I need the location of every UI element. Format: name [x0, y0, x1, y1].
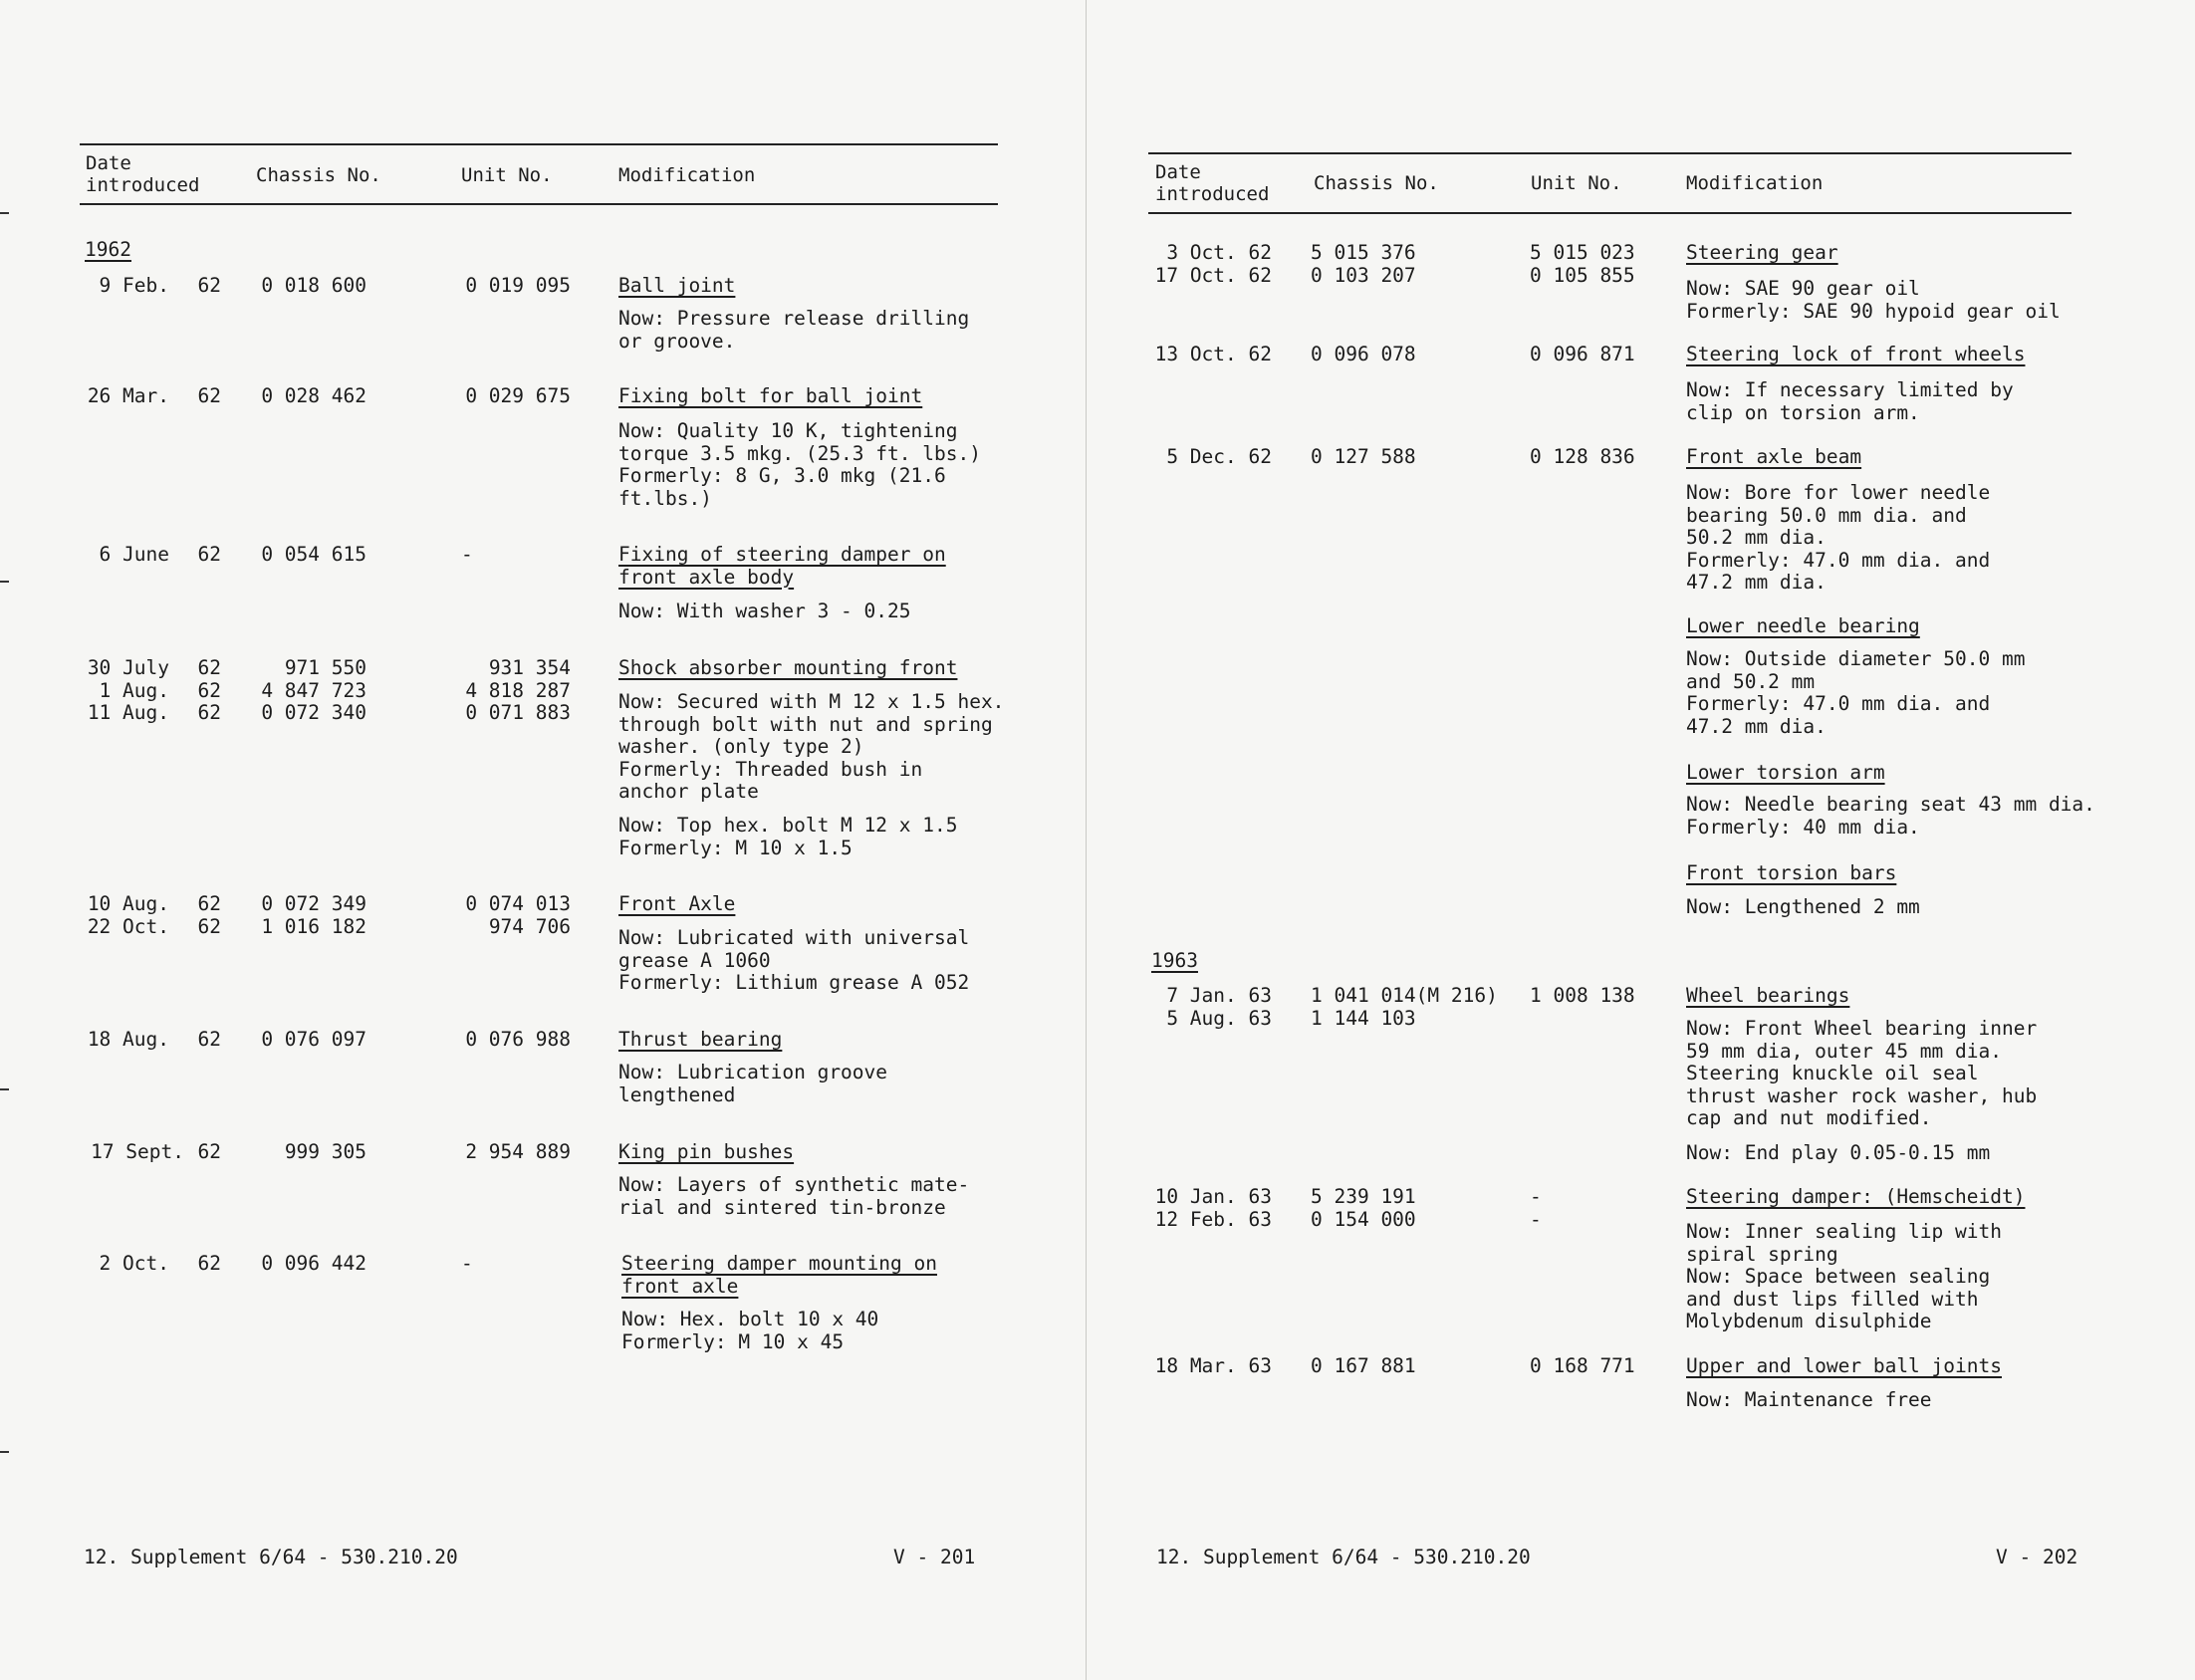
unit-no: 931 354 4 818 287 0 071 883: [465, 656, 571, 724]
unit-no: 0 168 771: [1530, 1354, 1635, 1377]
page-left: [0, 0, 1086, 1680]
chassis-no: 0 076 097: [261, 1028, 366, 1051]
chassis-no: 1 041 014(M 216) 1 144 103: [1311, 984, 1498, 1030]
date: 18 Aug.: [87, 1028, 169, 1051]
modification-text: Now: Front Wheel bearing inner 59 mm dia, outer 45 mm dia. Steering knuckle oil seal thrust washer rock washer, hub cap and nut modified.: [1686, 1017, 2038, 1129]
modification-text: Now: Hex. bolt 10 x 40 Formerly: M 10 x 45: [621, 1308, 879, 1353]
year: 62: [197, 1252, 221, 1275]
unit-no: -: [461, 543, 473, 566]
modification-text: Now: SAE 90 gear oil Formerly: SAE 90 hypoid gear oil: [1686, 277, 2061, 323]
year: 62 62: [197, 892, 221, 938]
date: 5 Dec. 62: [1166, 445, 1272, 468]
modification-title: Steering lock of front wheels: [1686, 343, 2026, 365]
table-header: [80, 143, 998, 205]
modification-text: Now: Lengthened 2 mm: [1686, 895, 1920, 918]
modification-text: Now: Needle bearing seat 43 mm dia. Formerly: 40 mm dia.: [1686, 793, 2095, 839]
modification-title: Fixing bolt for ball joint: [618, 384, 923, 407]
header-chassis: Chassis No.: [1314, 172, 1439, 194]
modification-title: King pin bushes: [618, 1140, 795, 1163]
date: 17 Sept.: [91, 1140, 184, 1163]
table-header: [1148, 152, 2072, 214]
date: 3 Oct. 62 17 Oct. 62: [1154, 241, 1272, 287]
year: 62: [197, 274, 221, 297]
unit-no: 0 074 013 974 706: [465, 892, 571, 938]
unit-no: 0 029 675: [465, 384, 571, 407]
modification-title: Front torsion bars: [1686, 861, 1897, 884]
chassis-no: 0 127 588: [1311, 445, 1416, 468]
date: 6 June: [99, 543, 169, 566]
header-date: Date introduced: [86, 152, 200, 196]
date: 26 Mar.: [87, 384, 169, 407]
modification-text: Now: Lubrication groove lengthened: [618, 1061, 888, 1106]
modification-title: Wheel bearings: [1686, 984, 1850, 1007]
chassis-no: 5 239 191 0 154 000: [1311, 1185, 1416, 1231]
modification-text: Now: If necessary limited by clip on torsion arm.: [1686, 378, 2014, 424]
unit-no: 5 015 023 0 105 855: [1530, 241, 1635, 287]
modification-text: Now: Lubricated with universal grease A 1060 Formerly: Lithium grease A 052: [618, 926, 970, 994]
date: 10 Jan. 63 12 Feb. 63: [1154, 1185, 1272, 1231]
date: 2 Oct.: [99, 1252, 169, 1275]
year-heading: 1962: [85, 238, 131, 261]
header-chassis: Chassis No.: [256, 164, 381, 186]
modification-title: Front axle beam: [1686, 445, 1862, 468]
unit-no: 0 128 836: [1530, 445, 1635, 468]
chassis-no: 0 096 442: [261, 1252, 366, 1275]
modification-text: Now: End play 0.05-0.15 mm: [1686, 1141, 1991, 1164]
unit-no: 0 019 095: [465, 274, 571, 297]
year: 62: [197, 1140, 221, 1163]
modification-title: Front Axle: [618, 892, 736, 915]
modification-title: Shock absorber mounting front: [618, 656, 958, 679]
year: 62: [197, 1028, 221, 1051]
modification-text: Now: Secured with M 12 x 1.5 hex. through bolt with nut and spring washer. (only type 2) Formerly: Threaded bush in anchor plate: [618, 690, 1005, 803]
footer-supplement: 12. Supplement 6/64 - 530.210.20: [84, 1546, 458, 1568]
year: 62 62 62: [197, 656, 221, 724]
page-number: V - 202: [1996, 1546, 2078, 1568]
unit-no: 1 008 138: [1530, 984, 1635, 1007]
date: 7 Jan. 63 5 Aug. 63: [1166, 984, 1272, 1030]
modification-title: Steering gear: [1686, 241, 1838, 264]
unit-no: 0 076 988: [465, 1028, 571, 1051]
modification-text: Now: Inner sealing lip with spiral spring Now: Space between sealing and dust lips filled with Molybdenum disulphide: [1686, 1220, 2002, 1332]
modification-text: Now: Quality 10 K, tightening torque 3.5 mkg. (25.3 ft. lbs.) Formerly: 8 G, 3.0 mkg (21.6 ft.lbs.): [618, 419, 981, 510]
header-modification: Modification: [618, 164, 756, 186]
modification-title: Fixing of steering damper on front axle body: [618, 543, 946, 589]
year: 62: [197, 543, 221, 566]
header-date: Date introduced: [1155, 161, 1270, 205]
footer-supplement: 12. Supplement 6/64 - 530.210.20: [1156, 1546, 1531, 1568]
unit-no: - -: [1530, 1185, 1542, 1231]
date: 10 Aug. 22 Oct.: [87, 892, 169, 938]
modification-text: Now: With washer 3 - 0.25: [618, 600, 911, 622]
chassis-no: 0 018 600: [261, 274, 366, 297]
modification-title: Thrust bearing: [618, 1028, 783, 1051]
chassis-no: 0 167 881: [1311, 1354, 1416, 1377]
header-unit: Unit No.: [1531, 172, 1622, 194]
chassis-no: 0 028 462: [261, 384, 366, 407]
modification-text: Now: Top hex. bolt M 12 x 1.5 Formerly: M 10 x 1.5: [618, 814, 958, 859]
date: 30 July 1 Aug. 11 Aug.: [87, 656, 169, 724]
modification-text: Now: Layers of synthetic mate- rial and sintered tin-bronze: [618, 1173, 970, 1219]
modification-title: Lower needle bearing: [1686, 614, 1920, 637]
header-unit: Unit No.: [461, 164, 553, 186]
chassis-no: 0 072 349 1 016 182: [261, 892, 366, 938]
modification-text: Now: Bore for lower needle bearing 50.0 mm dia. and 50.2 mm dia. Formerly: 47.0 mm dia. and 47.2 mm dia.: [1686, 481, 1991, 594]
modification-text: Now: Pressure release drilling or groove.: [618, 307, 970, 353]
unit-no: 0 096 871: [1530, 343, 1635, 365]
modification-text: Now: Outside diameter 50.0 mm and 50.2 mm Formerly: 47.0 mm dia. and 47.2 mm dia.: [1686, 647, 2026, 738]
date: 9 Feb.: [99, 274, 169, 297]
year-heading: 1963: [1151, 949, 1198, 972]
year: 62: [197, 384, 221, 407]
chassis-no: 0 096 078: [1311, 343, 1416, 365]
modification-title: Upper and lower ball joints: [1686, 1354, 2002, 1377]
date: 13 Oct. 62: [1154, 343, 1272, 365]
unit-no: -: [461, 1252, 473, 1275]
chassis-no: 5 015 376 0 103 207: [1311, 241, 1416, 287]
modification-title: Lower torsion arm: [1686, 761, 1885, 784]
date: 18 Mar. 63: [1154, 1354, 1272, 1377]
page-number: V - 201: [893, 1546, 976, 1568]
modification-title: Ball joint: [618, 274, 736, 297]
modification-title: Steering damper: (Hemscheidt): [1686, 1185, 2026, 1208]
chassis-no: 971 550 4 847 723 0 072 340: [261, 656, 366, 724]
header-modification: Modification: [1686, 172, 1824, 194]
chassis-no: 0 054 615: [261, 543, 366, 566]
chassis-no: 999 305: [284, 1140, 366, 1163]
modification-text: Now: Maintenance free: [1686, 1388, 1932, 1411]
page-right: [1087, 0, 2195, 1680]
unit-no: 2 954 889: [465, 1140, 571, 1163]
modification-title: Steering damper mounting on front axle: [621, 1252, 937, 1298]
